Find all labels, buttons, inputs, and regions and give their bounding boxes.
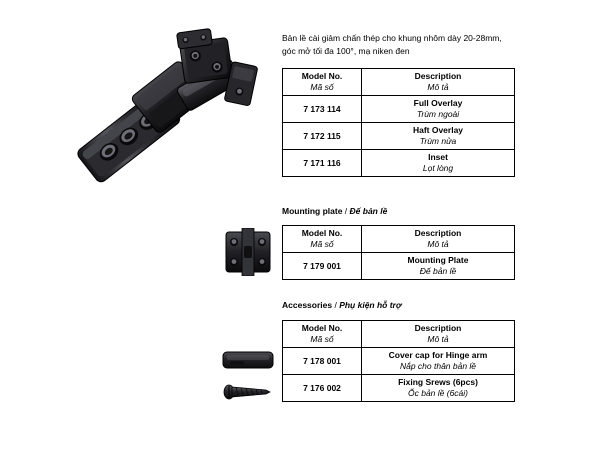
description-en: Cover cap for Hinge arm [388,350,488,360]
header-desc-en: Description [414,71,462,81]
table-row [283,96,515,123]
header-desc-cell [362,69,515,96]
header-model-en: Model No. [301,71,343,81]
description-cell [362,96,515,123]
model-number: 7 176 002 [283,375,362,402]
header-desc-cell [362,321,515,348]
cover-cap-illustration [222,349,274,371]
table-header-row [283,69,515,96]
description-vi: Ốc bản lề (6cái) [408,388,468,398]
hinge-illustration [60,28,260,203]
header-desc-en: Description [414,228,462,238]
description-vi: Lọt lòng [422,163,454,173]
header-model-vi: Mã số [310,82,334,92]
table-row [283,375,515,402]
header-model-vi: Mã số [310,334,334,344]
description-en: Full Overlay [413,98,463,108]
model-number: 7 172 115 [283,123,362,150]
heading-separator: / [342,206,350,216]
header-desc-vi: Mô tả [427,239,449,249]
description-vi: Nắp cho thân bản lề [399,361,477,371]
hinge-table [282,68,515,177]
header-model-cell [283,69,362,96]
description-cell [362,253,515,280]
header-desc-en: Description [414,323,462,333]
accessories-table [282,320,515,402]
accessories-heading [282,300,402,310]
mounting-plate-table [282,225,515,280]
description-vi: Đế bản lề [419,266,457,276]
header-model-en: Model No. [301,323,343,333]
intro-line-2: góc mở tối đa 100°, mạ niken đen [282,46,410,56]
description-cell [362,375,515,402]
header-model-cell [283,321,362,348]
fixing-screw-illustration [220,378,276,406]
model-number: 7 171 116 [283,150,362,177]
description-cell [362,150,515,177]
description-cell [362,348,515,375]
description-en: Inset [428,152,448,162]
heading-separator: / [332,300,340,310]
mounting-plate-title-vi: Đế bản lề [349,206,388,216]
mounting-plate-heading [282,206,387,216]
model-number: 7 178 001 [283,348,362,375]
description-cell [362,123,515,150]
description-en: Mounting Plate [407,255,469,265]
intro-line-1: Bản lề cài giảm chấn thép cho khung nhôm dày 20-28mm, [282,33,502,43]
table-row [283,150,515,177]
intro-text [282,32,582,58]
header-model-cell [283,226,362,253]
description-en: Haft Overlay [412,125,464,135]
accessories-title-vi: Phụ kiện hỗ trợ [339,300,402,310]
header-desc-cell [362,226,515,253]
accessories-title-en: Accessories [282,300,333,310]
header-desc-vi: Mô tả [427,334,449,344]
model-number: 7 179 001 [283,253,362,280]
table-row [283,253,515,280]
description-vi: Trùm ngoài [416,109,460,119]
table-header-row [283,321,515,348]
model-number: 7 173 114 [283,96,362,123]
header-desc-vi: Mô tả [427,82,449,92]
description-vi: Trùm nửa [419,136,457,146]
table-header-row [283,226,515,253]
header-model-vi: Mã số [310,239,334,249]
header-model-en: Model No. [301,228,343,238]
table-row [283,123,515,150]
mounting-plate-illustration [222,228,274,276]
mounting-plate-title-en: Mounting plate [282,206,343,216]
table-row [283,348,515,375]
description-en: Fixing Srews (6pcs) [398,377,478,387]
